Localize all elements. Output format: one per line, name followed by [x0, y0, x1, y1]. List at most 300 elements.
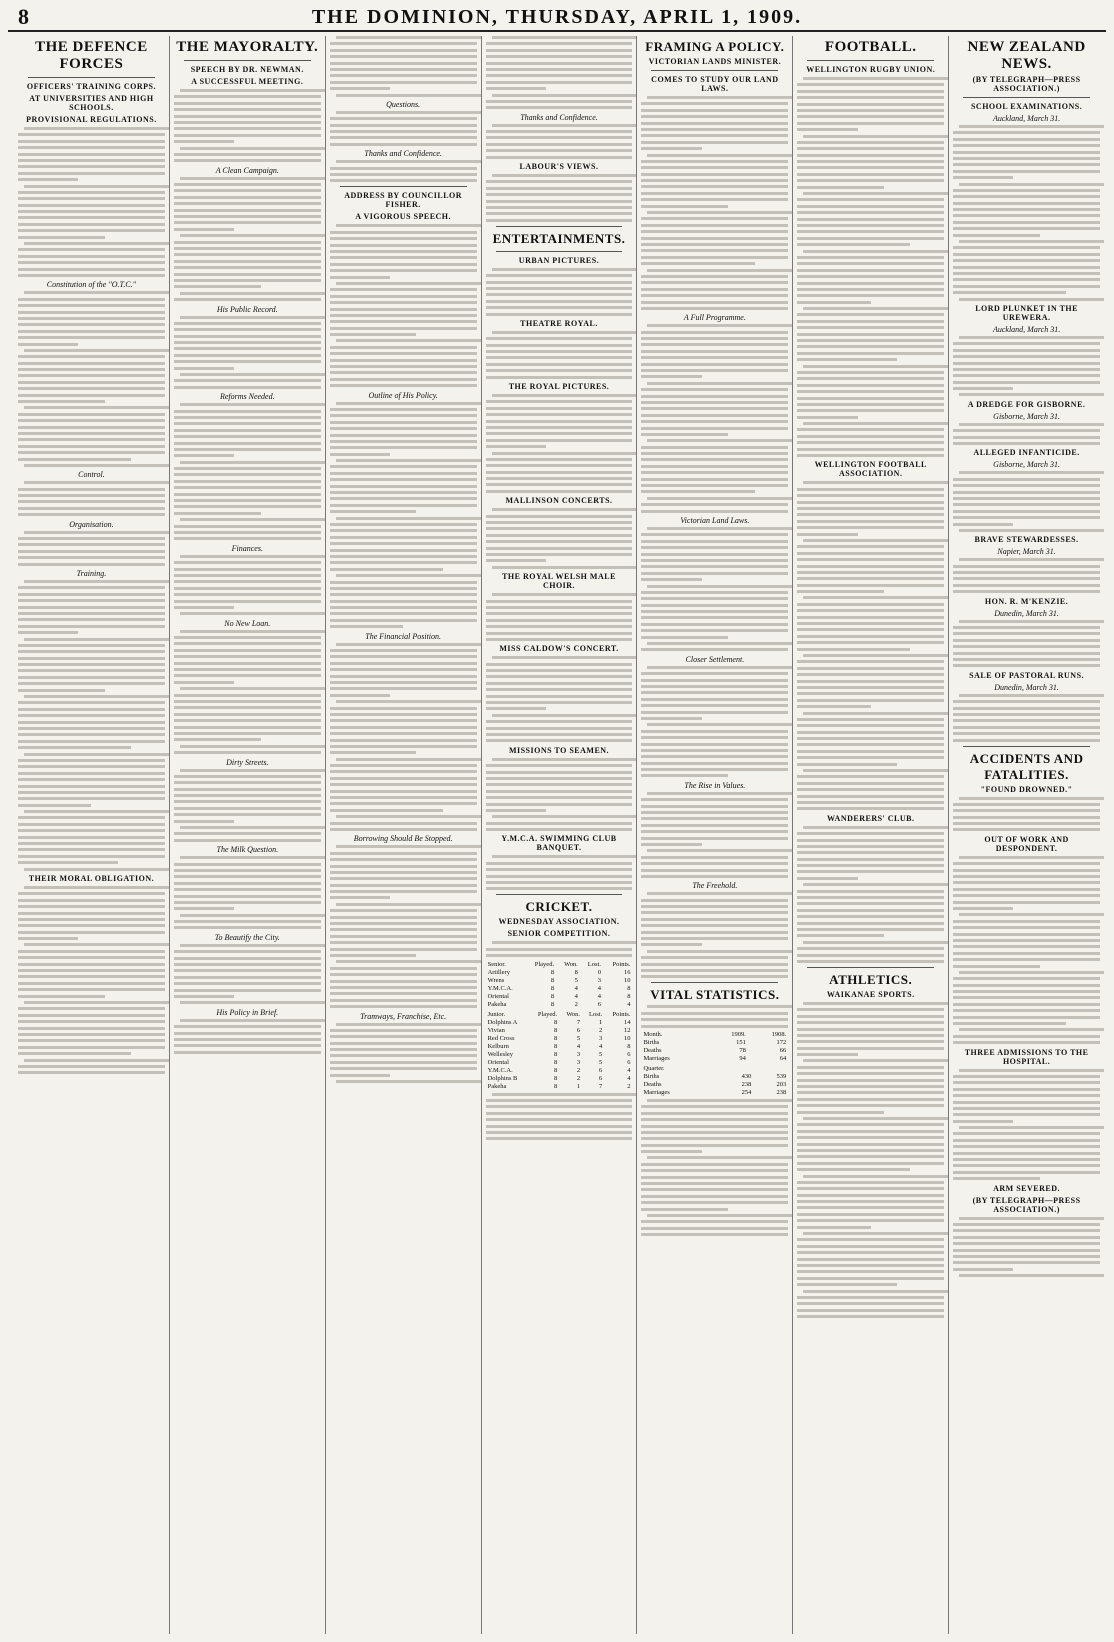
text-line [797, 275, 944, 278]
text-line [18, 823, 165, 826]
text-line [953, 996, 1100, 999]
text-line [174, 995, 234, 998]
text-line [492, 656, 637, 659]
text-line [797, 1079, 944, 1082]
text-line [330, 916, 477, 919]
text-line [18, 146, 165, 149]
column-nz-news [948, 36, 1104, 1634]
text-line [641, 484, 788, 487]
text-line [486, 720, 633, 723]
text-line [24, 753, 169, 756]
text-line [174, 839, 321, 842]
table-cell: 66 [779, 1046, 787, 1054]
text-line [18, 563, 165, 566]
text-line [803, 1002, 948, 1005]
text-line [174, 328, 321, 331]
column-entertainments [481, 36, 637, 1634]
table-cell: 4 [598, 1042, 603, 1050]
subheading: VICTORIAN LANDS MINISTER. [648, 57, 782, 66]
text-line [797, 320, 944, 323]
text-line [486, 62, 633, 65]
text-line [797, 90, 944, 93]
text-line [641, 648, 788, 651]
text-line [486, 400, 633, 403]
text-line [486, 606, 633, 609]
text-line [641, 1112, 788, 1115]
text-line [959, 620, 1104, 623]
text-line [647, 324, 792, 327]
text-line [797, 699, 944, 702]
text-line [180, 403, 325, 406]
text-line [797, 326, 944, 329]
text-line [330, 948, 477, 951]
text-line [330, 308, 477, 311]
text-line [953, 138, 1100, 141]
text-line [953, 875, 1100, 878]
text-line [330, 352, 477, 355]
text-line [641, 160, 788, 163]
text-line [330, 301, 477, 304]
text-line [959, 1028, 1104, 1031]
text-line [803, 481, 948, 484]
text-line [797, 896, 944, 899]
text-line [797, 448, 944, 451]
text-line [641, 691, 788, 694]
text-line [18, 438, 165, 441]
text-line [174, 442, 321, 445]
table-cell: Vivian [487, 1026, 505, 1034]
table-row [486, 1083, 633, 1091]
article-body [486, 394, 633, 493]
text-line [641, 553, 788, 556]
text-line [18, 381, 165, 384]
text-line [641, 856, 788, 859]
text-line [797, 571, 944, 574]
text-line [24, 1001, 169, 1004]
text-line [959, 298, 1104, 301]
text-line [797, 1219, 944, 1222]
text-line [641, 369, 788, 372]
text-line [486, 413, 633, 416]
text-line [641, 798, 788, 801]
text-line [959, 1069, 1104, 1072]
text-line [953, 1223, 1100, 1226]
text-line [797, 109, 944, 112]
text-line [330, 434, 477, 437]
text-line [330, 371, 477, 374]
text-line [174, 108, 321, 111]
text-line [953, 503, 1100, 506]
text-line [797, 1194, 944, 1197]
text-line [174, 367, 234, 370]
text-line [797, 96, 944, 99]
text-line [953, 803, 1100, 806]
text-line [330, 124, 477, 127]
text-line [959, 471, 1104, 474]
text-line [330, 973, 477, 976]
article-body [330, 845, 477, 1008]
text-line [953, 862, 1100, 865]
text-line [953, 285, 1100, 288]
table-cell: 8 [627, 1042, 631, 1050]
text-line [486, 187, 633, 190]
section-heading: THREE ADMISSIONS TO THE HOSPITAL. [964, 1047, 1089, 1066]
text-line [174, 580, 321, 583]
text-line [797, 622, 944, 625]
text-line [336, 94, 481, 97]
text-line [18, 394, 165, 397]
subheading: MALLINSON CONCERTS. [505, 496, 613, 506]
text-line [486, 300, 633, 303]
text-line [18, 445, 165, 448]
text-line [797, 1111, 884, 1114]
text-line [174, 335, 321, 338]
article-body [18, 531, 165, 566]
text-line [18, 746, 131, 749]
text-line [486, 1125, 633, 1128]
text-line [174, 493, 321, 496]
masthead [8, 4, 1106, 32]
text-line [336, 111, 481, 114]
text-line [486, 638, 633, 641]
text-line [336, 758, 481, 761]
text-line [18, 861, 118, 864]
text-line [953, 577, 1100, 580]
text-line [953, 259, 1100, 262]
table-cell: 4 [597, 992, 601, 1000]
text-line [797, 513, 944, 516]
subheading: Y.M.C.A. SWIMMING CLUB BANQUET. [501, 834, 617, 853]
text-line [953, 144, 1100, 147]
text-line [797, 641, 944, 644]
table-header-cell: Lost. [587, 960, 601, 968]
article-body [18, 886, 165, 1074]
text-line [174, 963, 321, 966]
text-line [953, 368, 1100, 371]
text-line [330, 713, 477, 716]
text-line [953, 234, 1040, 237]
text-line [18, 657, 165, 660]
text-line [953, 362, 1100, 365]
text-line [174, 102, 321, 105]
text-line [174, 1025, 321, 1028]
table-cell: 151 [736, 1038, 746, 1046]
text-line [797, 635, 944, 638]
table-cell: 5 [598, 1050, 603, 1058]
text-line [330, 777, 477, 780]
text-line [330, 751, 417, 754]
subheading: SENIOR COMPETITION. [507, 929, 611, 939]
text-line [174, 273, 321, 276]
text-line [641, 604, 788, 607]
text-line [641, 256, 788, 259]
text-line [641, 918, 788, 921]
text-line [330, 42, 477, 45]
section-heading: The Financial Position. [365, 631, 442, 641]
text-line [18, 995, 105, 998]
text-line [641, 134, 788, 137]
text-line [797, 832, 944, 835]
subheading: SPEECH BY DR. NEWMAN. [190, 65, 304, 74]
table-cell: 8 [574, 968, 578, 976]
text-line [18, 733, 165, 736]
text-line [330, 478, 477, 481]
text-line [641, 109, 788, 112]
section-heading: ARM SEVERED. [993, 1183, 1061, 1193]
text-line [797, 565, 944, 568]
text-line [174, 775, 321, 778]
text-line [486, 688, 633, 691]
text-line [18, 362, 165, 365]
text-line [174, 982, 321, 985]
text-line [18, 261, 165, 264]
text-line [641, 503, 788, 506]
text-line [953, 1101, 1100, 1104]
text-line [641, 736, 788, 739]
text-line [641, 616, 788, 619]
text-line [18, 721, 165, 724]
text-line [180, 555, 325, 558]
text-line [797, 384, 944, 387]
text-line [174, 183, 321, 186]
article-body [953, 1069, 1100, 1181]
article-body [486, 508, 633, 569]
text-line [486, 619, 633, 622]
text-line [641, 288, 788, 291]
text-line [803, 539, 948, 542]
table-header-cell: Senior. [487, 960, 506, 968]
text-line [486, 426, 633, 429]
text-line [486, 625, 633, 628]
text-line [492, 394, 637, 397]
article-body [641, 527, 788, 651]
text-line [174, 386, 321, 389]
text-line [18, 785, 165, 788]
text-line [174, 221, 321, 224]
text-line [486, 471, 633, 474]
text-line [174, 525, 321, 528]
text-line [174, 429, 321, 432]
table-row [486, 1035, 633, 1043]
text-line [180, 745, 325, 748]
text-line [641, 471, 788, 474]
text-line [174, 499, 321, 502]
text-line [797, 333, 944, 336]
section-heading: Control. [78, 470, 105, 480]
text-line [180, 856, 325, 859]
text-line [330, 581, 477, 584]
text-line [330, 465, 477, 468]
text-line [797, 115, 944, 118]
vital-stats-month-table [641, 1031, 788, 1063]
text-line [797, 1296, 944, 1299]
table-cell: Dolphins A [487, 1018, 518, 1026]
table-cell: Y.M.C.A. [487, 984, 513, 992]
table-row [486, 1027, 633, 1035]
text-line [486, 143, 633, 146]
text-line [174, 800, 321, 803]
text-line [959, 1274, 1104, 1277]
text-line [18, 343, 78, 346]
table-header [641, 1031, 788, 1039]
text-line [641, 1125, 788, 1128]
text-line [647, 154, 792, 157]
section-heading: Tramways, Franchise, Etc. [360, 1011, 447, 1021]
text-line [797, 282, 944, 285]
column-defence-forces [14, 36, 169, 1634]
table-cell: Marriages [643, 1088, 670, 1096]
text-line [953, 1132, 1100, 1135]
text-line [797, 609, 944, 612]
text-line [797, 870, 944, 873]
text-line [797, 590, 884, 593]
text-line [641, 762, 788, 765]
text-line [18, 1052, 131, 1055]
table-cell: 2 [574, 1000, 578, 1008]
text-line [641, 899, 788, 902]
table-cell: 6 [597, 1000, 601, 1008]
table-row [486, 993, 633, 1001]
text-line [803, 1117, 948, 1120]
table-cell: 0 [597, 968, 601, 976]
column-fisher [325, 36, 481, 1634]
text-line [174, 713, 321, 716]
table-header-cell: Points. [612, 1010, 631, 1018]
text-line [330, 561, 477, 564]
text-line [18, 336, 165, 339]
text-line [492, 508, 637, 511]
text-line [486, 130, 633, 133]
text-line [641, 749, 788, 752]
text-line [797, 660, 944, 663]
text-line [953, 958, 1100, 961]
text-line [330, 606, 477, 609]
text-line [330, 783, 477, 786]
text-line [18, 507, 165, 510]
text-line [18, 669, 165, 672]
table-header-cell: 1908. [771, 1030, 787, 1038]
text-line [330, 320, 477, 323]
subheading: OFFICERS' TRAINING CORPS. [26, 82, 156, 91]
table-cell: 16 [623, 968, 631, 976]
text-line [486, 350, 633, 353]
table-cell: 4 [627, 1066, 631, 1074]
text-line [803, 654, 948, 657]
text-line [959, 1217, 1104, 1220]
text-line [953, 645, 1100, 648]
text-line [797, 839, 944, 842]
text-line [24, 185, 169, 188]
text-line [953, 822, 1100, 825]
text-line [174, 907, 234, 910]
text-line [641, 452, 788, 455]
article-body [18, 481, 165, 516]
text-line [18, 1020, 165, 1023]
table-cell: 94 [739, 1054, 746, 1062]
text-line [641, 1025, 788, 1028]
text-line [330, 81, 477, 84]
text-line [797, 545, 944, 548]
text-line [24, 349, 169, 352]
table-cell: Red Cross [487, 1034, 515, 1042]
text-line [959, 797, 1104, 800]
text-line [18, 663, 165, 666]
article-body [330, 36, 477, 97]
text-line [959, 336, 1104, 339]
text-line [953, 1158, 1100, 1161]
text-line [18, 791, 165, 794]
table-cell: 7 [598, 1082, 603, 1090]
text-line [330, 619, 477, 622]
table-cell: 12 [623, 1026, 631, 1034]
text-line [641, 1195, 788, 1198]
text-line [803, 1232, 948, 1235]
text-line [330, 790, 477, 793]
text-line [174, 354, 321, 357]
section-heading: Thanks and Confidence. [364, 149, 442, 159]
text-line [330, 87, 390, 90]
text-line [330, 871, 477, 874]
text-line [18, 178, 78, 181]
text-line [953, 990, 1100, 993]
text-line [797, 1104, 944, 1107]
text-line [18, 765, 165, 768]
vital-stats-quarter-table [641, 1065, 788, 1097]
text-line [959, 529, 1104, 532]
article-body [330, 111, 477, 146]
text-line [486, 200, 633, 203]
text-line [330, 130, 477, 133]
text-line [330, 764, 477, 767]
text-line [953, 436, 1100, 439]
text-line [486, 675, 633, 678]
text-line [953, 888, 1100, 891]
text-line [330, 681, 477, 684]
text-line [797, 1309, 944, 1312]
text-line [797, 1162, 944, 1165]
text-line [953, 170, 1100, 173]
text-line [18, 593, 165, 596]
table-row [486, 1043, 633, 1051]
text-line [953, 349, 1100, 352]
text-line [486, 458, 633, 461]
article-body [18, 291, 165, 467]
text-line [18, 631, 78, 634]
text-line [641, 565, 788, 568]
text-line [641, 629, 788, 632]
text-line [174, 869, 321, 872]
text-line [18, 165, 165, 168]
text-line [641, 102, 788, 105]
table-cell: 4 [576, 1042, 581, 1050]
text-line [953, 151, 1100, 154]
text-line [18, 708, 165, 711]
text-line [641, 224, 788, 227]
text-line [797, 1258, 944, 1261]
text-line [486, 521, 633, 524]
text-line [797, 692, 944, 695]
text-line [797, 1098, 944, 1101]
text-line [647, 849, 792, 852]
text-line [24, 531, 169, 534]
text-line [330, 1005, 477, 1008]
text-line [174, 700, 321, 703]
text-line [647, 269, 792, 272]
text-line [180, 914, 325, 917]
text-line [330, 967, 477, 970]
text-line [797, 775, 944, 778]
text-line [330, 117, 477, 120]
